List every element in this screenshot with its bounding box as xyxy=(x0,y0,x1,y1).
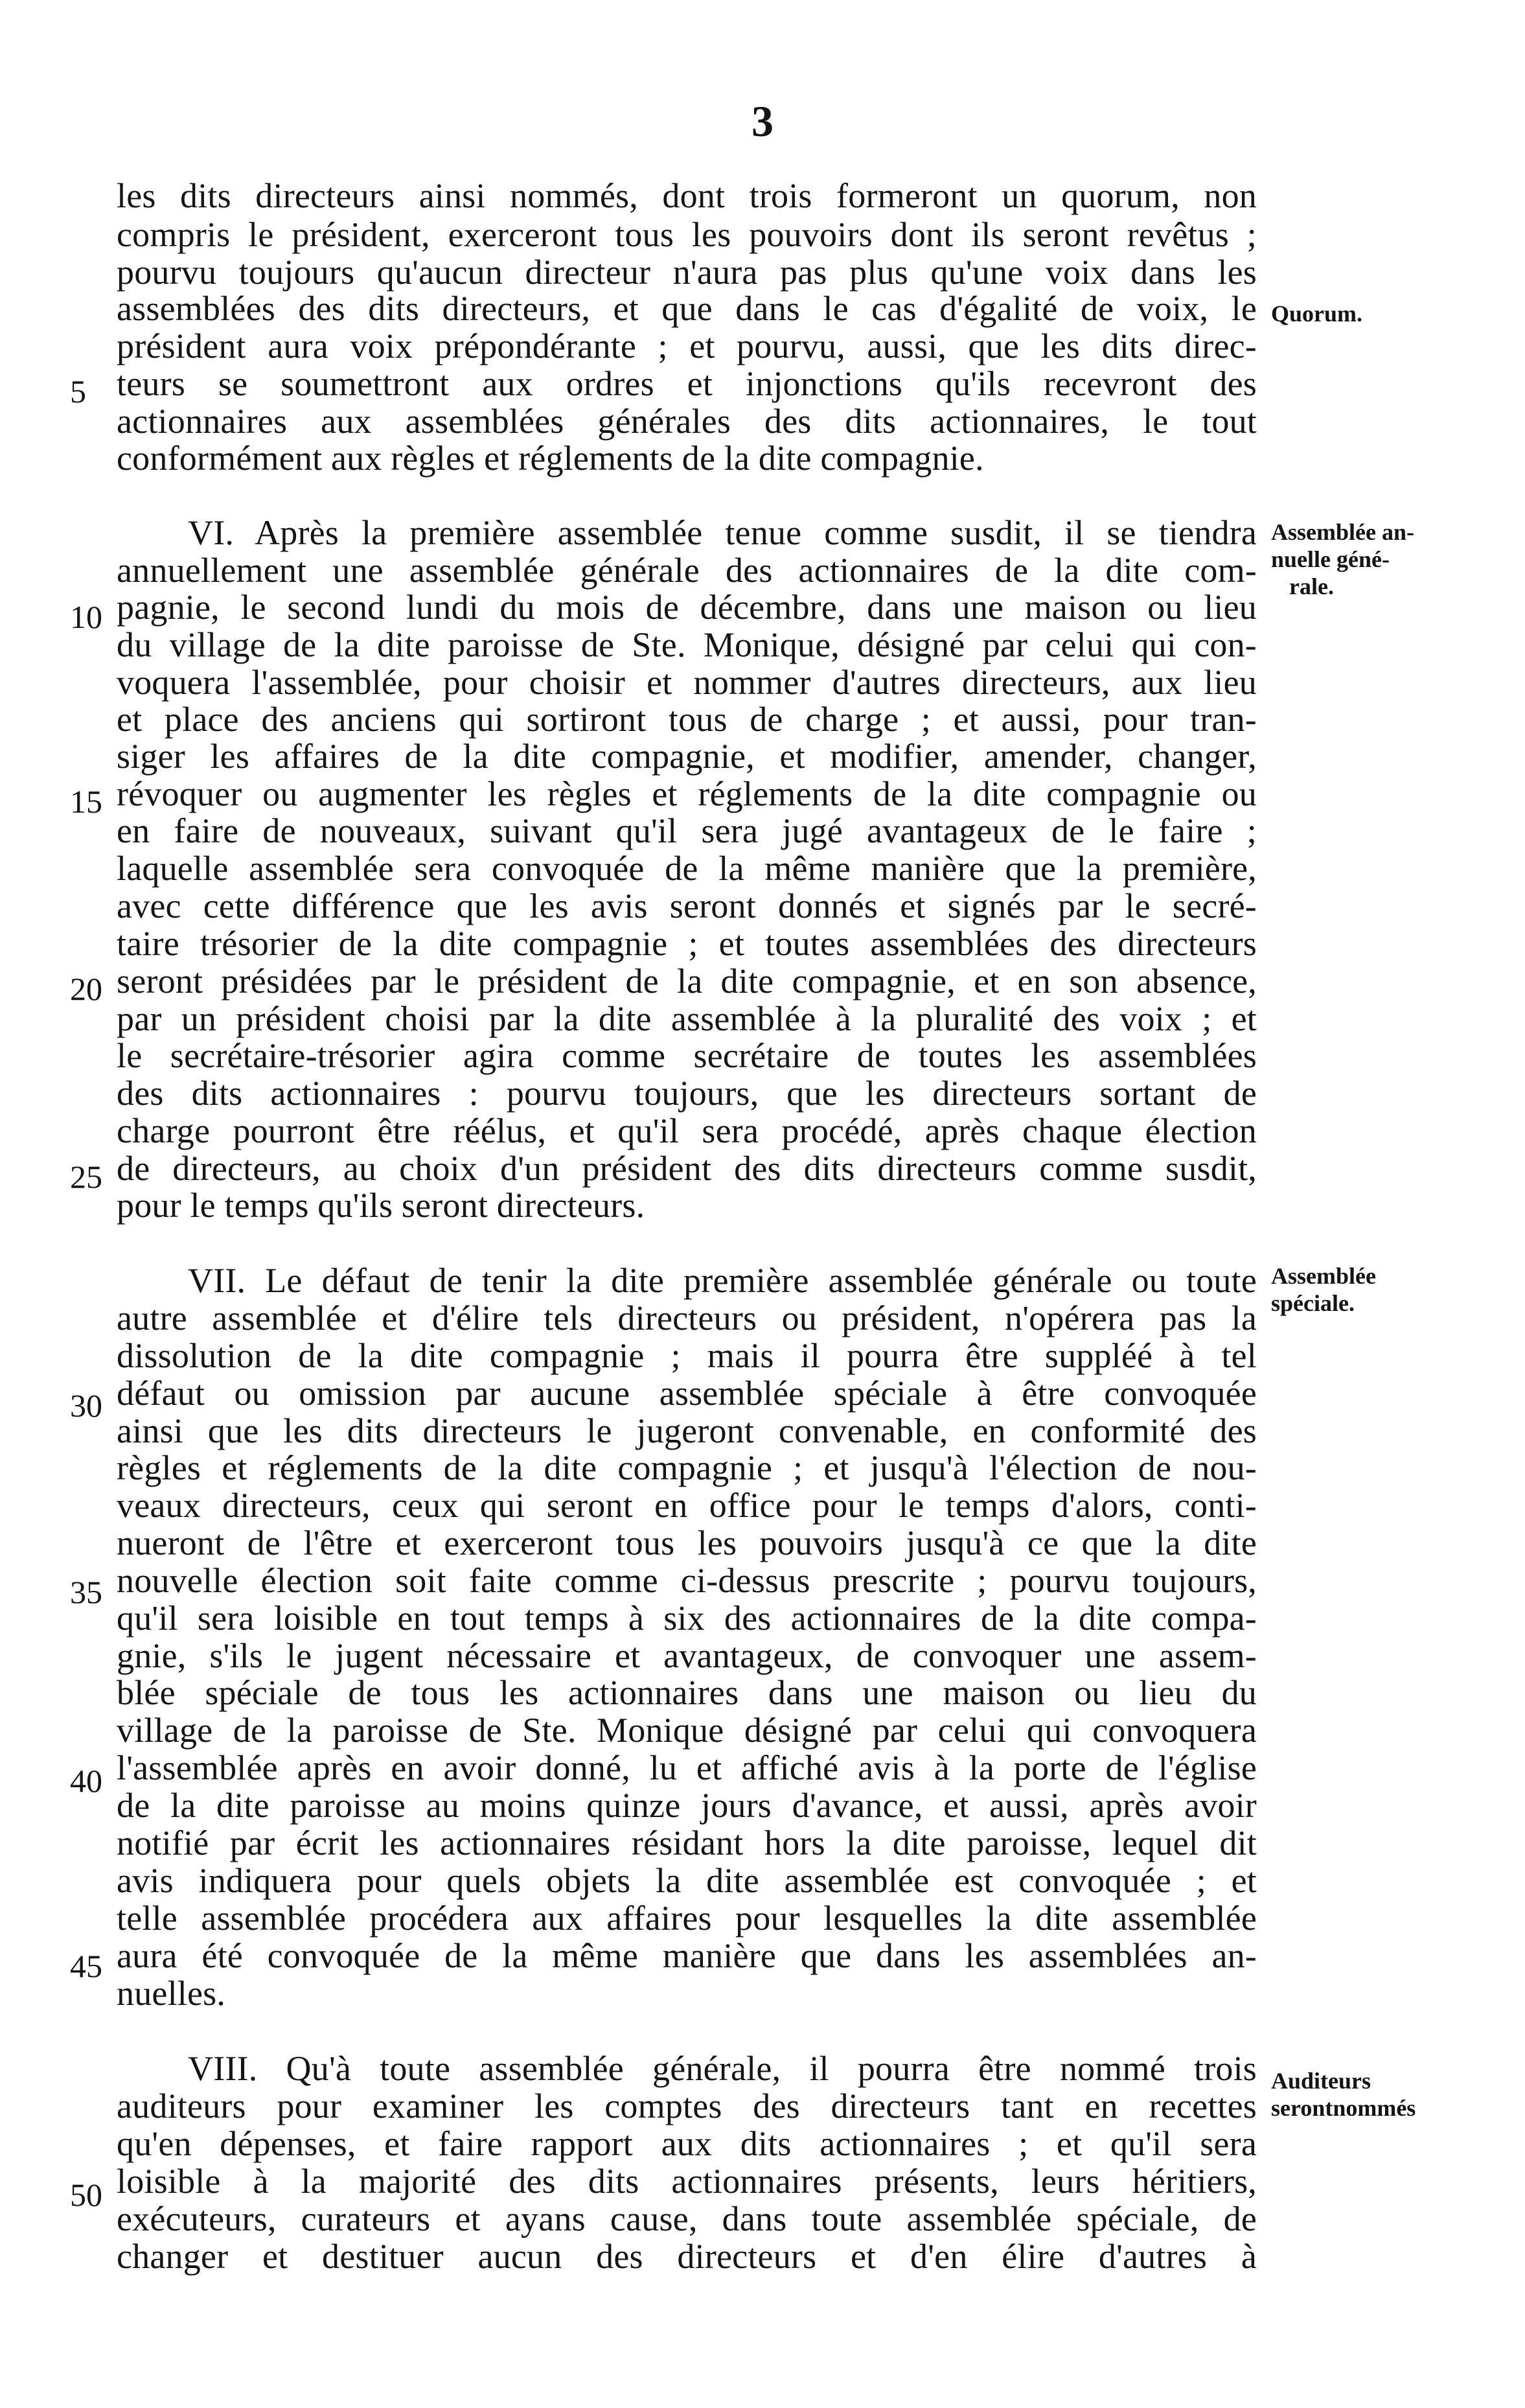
text-line: avis indiquera pour quels objets la dite assemblée est convoquée ; et xyxy=(117,1861,1257,1900)
text-line: compris le président, exerceront tous les pouvoirs dont ils seront revêtus ; xyxy=(117,215,1257,254)
text-line: voquera l'assemblée, pour choisir et nommer d'autres directeurs, aux lieu xyxy=(117,663,1257,702)
text-line: nuelles. xyxy=(117,1974,226,2013)
side-note-annual-line-1: Assemblée an- xyxy=(1271,519,1414,545)
text-line: le secrétaire-trésorier agira comme secrétaire de toutes les assemblées xyxy=(117,1036,1257,1075)
line-number-30: 30 xyxy=(70,1387,102,1424)
side-note-special-line-1: Assemblée xyxy=(1271,1263,1376,1289)
text-line: annuellement une assemblée générale des actionnaires de la dite com- xyxy=(117,551,1257,590)
text-line: nueront de l'être et exerceront tous les pouvoirs jusqu'à ce que la dite xyxy=(117,1523,1257,1562)
text-line: l'assemblée après en avoir donné, lu et affiché avis à la porte de l'église xyxy=(117,1748,1257,1787)
text-line: laquelle assemblée sera convoquée de la même manière que la première, xyxy=(117,849,1257,888)
text-line: en faire de nouveaux, suivant qu'il sera jugé avantageux de le faire ; xyxy=(117,811,1257,850)
side-note-quorum xyxy=(1271,300,1362,327)
text-line: de directeurs, au choix d'un président des dits directeurs comme susdit, xyxy=(117,1149,1257,1188)
line-number-40: 40 xyxy=(70,1763,102,1799)
side-note-special-meeting xyxy=(1271,1262,1376,1317)
text-line: défaut ou omission par aucune assemblée spéciale à être convoquée xyxy=(117,1374,1257,1413)
line-number-20: 20 xyxy=(70,971,102,1007)
text-line: aura été convoquée de la même manière que dans les assemblées an- xyxy=(117,1936,1257,1975)
text-line: telle assemblée procédera aux affaires pour lesquelles la dite assemblée xyxy=(117,1899,1257,1938)
side-note-annual-line-2: nuelle géné- xyxy=(1271,546,1390,572)
text-line: règles et réglements de la dite compagnie ; et jusqu'à l'élection de nou- xyxy=(117,1448,1257,1487)
text-line: avec cette différence que les avis seront donnés et signés par le secré- xyxy=(117,886,1257,925)
text-line: changer et destituer aucun des directeurs et d'en élire d'autres à xyxy=(117,2237,1257,2276)
side-note-annual-line-3: rale. xyxy=(1289,573,1334,599)
text-line: auditeurs pour examiner les comptes des directeurs tant en recettes xyxy=(117,2087,1257,2125)
text-line: qu'il sera loisible en tout temps à six des actionnaires de la dite compa- xyxy=(117,1599,1257,1638)
side-note-auditors-line-1: Auditeurs xyxy=(1271,2068,1371,2094)
text-line: conformément aux règles et réglements de la dite compagnie. xyxy=(117,439,984,478)
text-line: et place des anciens qui sortiront tous de charge ; et aussi, pour tran- xyxy=(117,700,1257,739)
text-line: teurs se soumettront aux ordres et injonctions qu'ils recevront des xyxy=(117,364,1257,403)
line-number-10: 10 xyxy=(70,599,102,635)
text-line: blée spéciale de tous les actionnaires dans une maison ou lieu du xyxy=(117,1673,1257,1712)
text-line: veaux directeurs, ceux qui seront en office pour le temps d'alors, conti- xyxy=(117,1486,1257,1525)
text-line: qu'en dépenses, et faire rapport aux dits actionnaires ; et qu'il sera xyxy=(117,2124,1257,2163)
text-line: ainsi que les dits directeurs le jugeront convenable, en conformité des xyxy=(117,1411,1257,1450)
text-line: les dits directeurs ainsi nommés, dont trois formeront un quorum, non xyxy=(117,176,1257,215)
line-number-5: 5 xyxy=(70,373,86,410)
text-line: siger les affaires de la dite compagnie, et modifier, amender, changer, xyxy=(117,737,1257,776)
text-line: village de la paroisse de Ste. Monique désigné par celui qui convoquera xyxy=(117,1711,1257,1750)
text-line: des dits actionnaires : pourvu toujours, que les directeurs sortant de xyxy=(117,1074,1257,1113)
text-line: pourvu toujours qu'aucun directeur n'aura pas plus qu'une voix dans les xyxy=(117,253,1257,292)
text-line: autre assemblée et d'élire tels directeurs ou président, n'opérera pas la xyxy=(117,1299,1257,1337)
text-line: nouvelle élection soit faite comme ci-dessus prescrite ; pourvu toujours, xyxy=(117,1561,1257,1600)
text-line: charge pourront être réélus, et qu'il sera procédé, après chaque élection xyxy=(117,1111,1257,1150)
line-number-35: 35 xyxy=(70,1574,102,1610)
line-number-25: 25 xyxy=(70,1159,102,1195)
side-note-auditors-line-2: serontnommés xyxy=(1271,2095,1416,2121)
text-line: loisible à la majorité des dits actionnaires présents, leurs héritiers, xyxy=(117,2162,1257,2201)
text-line: par un président choisi par la dite assemblée à la pluralité des voix ; et xyxy=(117,999,1257,1038)
text-line: taire trésorier de la dite compagnie ; et toutes assemblées des directeurs xyxy=(117,924,1257,963)
side-note-auditors xyxy=(1271,2067,1416,2122)
text-line: exécuteurs, curateurs et ayans cause, dans toute assemblée spéciale, de xyxy=(117,2199,1257,2238)
text-line: notifié par écrit les actionnaires résidant hors la dite paroisse, lequel dit xyxy=(117,1823,1257,1862)
text-line: VI. Après la première assemblée tenue comme susdit, il se tiendra xyxy=(188,513,1257,552)
text-line: dissolution de la dite compagnie ; mais il pourra être suppléé à tel xyxy=(117,1336,1257,1375)
text-line: pour le temps qu'ils seront directeurs. xyxy=(117,1186,645,1225)
text-line: actionnaires aux assemblées générales des dits actionnaires, le tout xyxy=(117,402,1257,441)
side-note-quorum-text: Quorum. xyxy=(1271,301,1363,327)
line-number-45: 45 xyxy=(70,1948,102,1984)
text-line: du village de la dite paroisse de Ste. Monique, désigné par celui qui con- xyxy=(117,625,1257,664)
line-number-15: 15 xyxy=(70,783,102,820)
text-line: de la dite paroisse au moins quinze jours d'avance, et aussi, après avoir xyxy=(117,1786,1257,1825)
text-line: assemblées des dits directeurs, et que dans le cas d'égalité de voix, le xyxy=(117,289,1257,328)
text-line: VII. Le défaut de tenir la dite première assemblée générale ou toute xyxy=(188,1261,1257,1300)
text-line: seront présidées par le président de la dite compagnie, et en son absence, xyxy=(117,962,1257,1001)
text-line: président aura voix prépondérante ; et pourvu, aussi, que les dits direc- xyxy=(117,327,1257,365)
line-number-50: 50 xyxy=(70,2177,102,2213)
text-line: révoquer ou augmenter les règles et réglements de la dite compagnie ou xyxy=(117,774,1257,813)
side-note-annual-meeting xyxy=(1271,518,1414,600)
text-line: VIII. Qu'à toute assemblée générale, il pourra être nommé trois xyxy=(188,2049,1257,2088)
side-note-special-line-2: spéciale. xyxy=(1271,1290,1355,1316)
text-line: pagnie, le second lundi du mois de décembre, dans une maison ou lieu xyxy=(117,588,1257,627)
page-number: 3 xyxy=(751,97,774,146)
text-line: gnie, s'ils le jugent nécessaire et avantageux, de convoquer une assem- xyxy=(117,1636,1257,1675)
